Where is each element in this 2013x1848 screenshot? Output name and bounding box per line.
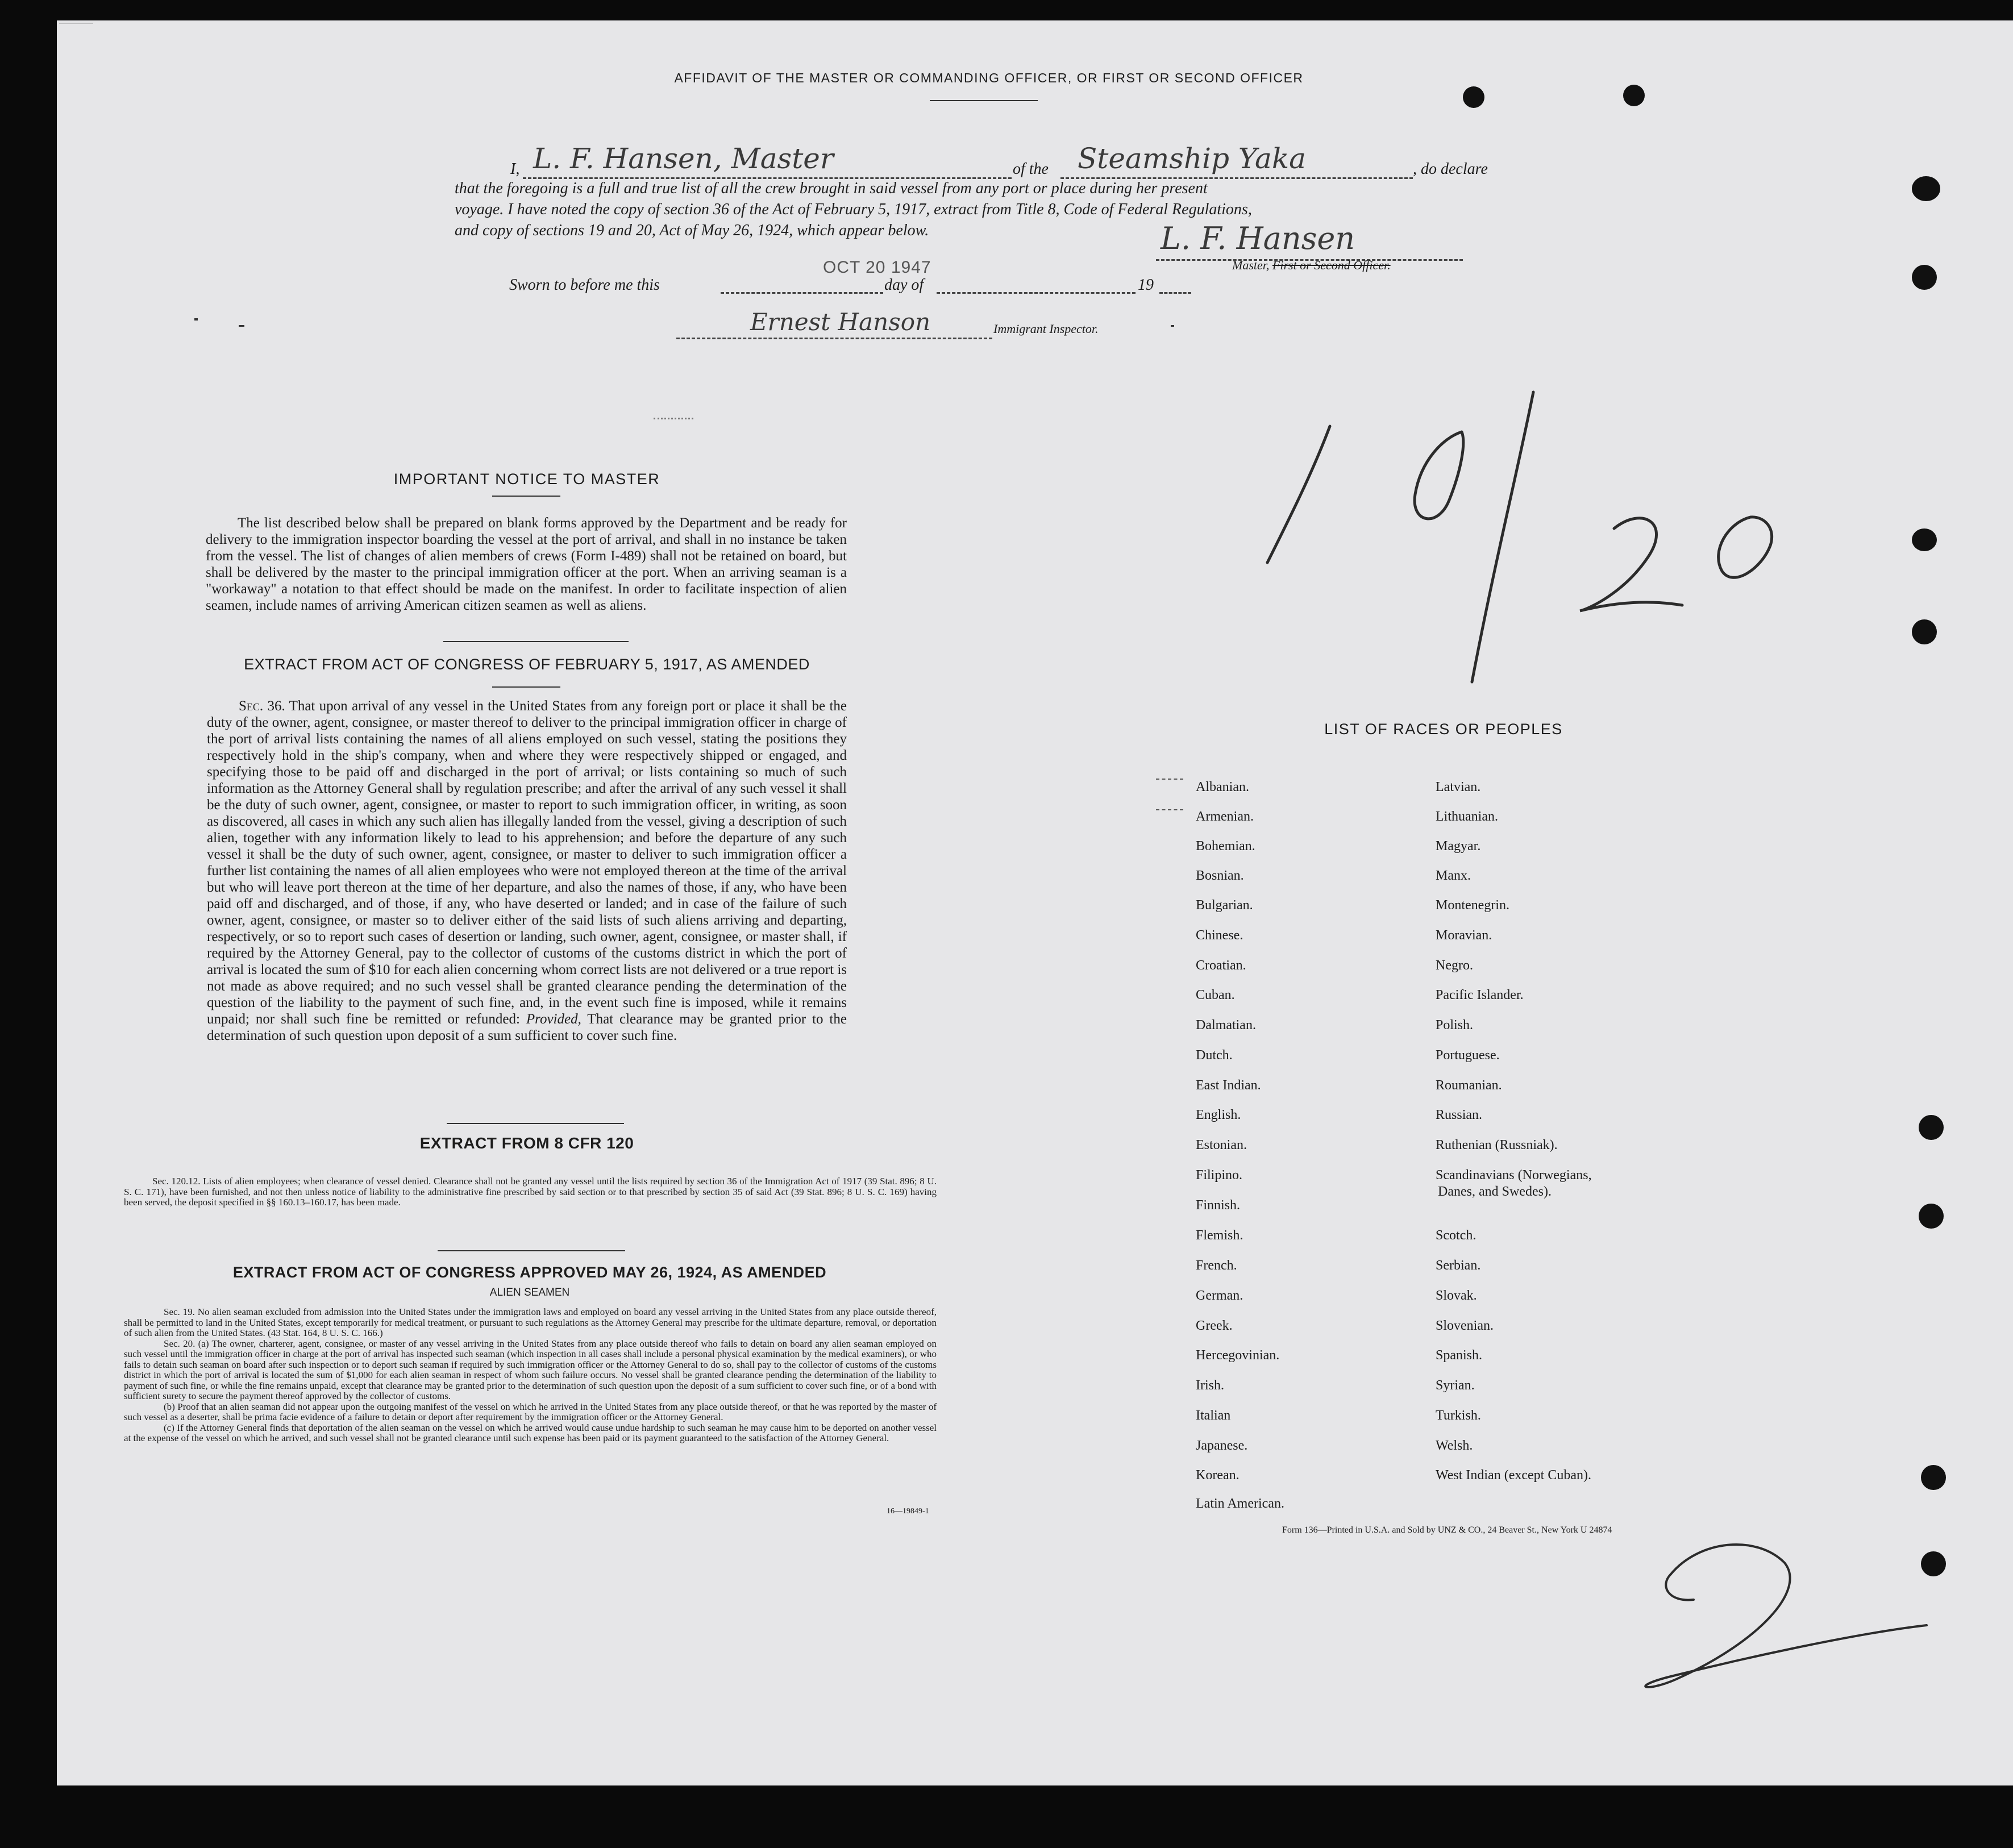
race-item-left: Albanian. (1196, 780, 1249, 794)
sec-19-text: Sec. 19. No alien seaman excluded from admission into the United States under the immigration laws and employed on board any vessel arriving in the United States from any place outside thereof, shall be permitted to land in the United States, except temporarily for medical treatment, or pursuant to such regulations as the Attorney General may prescribe for the ultimate departure, removal, or deportation of such alien from the United States. (43 Stat. 164, 8 U. S. C. 166.) (124, 1306, 937, 1338)
sec-36-text: That upon arrival of any vessel in the United States from any foreign port or place it shall be the duty of the owner, agent, consignee, or master thereof to deliver to the principal immigration officer in charge of the port of arrival lists containing the names of all aliens employed on such vessel, stating the positions they respectively hold in the ship's company, when and where they were respectively shipped or engaged, and specifying those to be paid off and discharged in the port of arrival; or lists containing so much of such information as the Attorney General shall by regulation prescribe; and after the arrival of any such vessel it shall be the duty of such owner, agent, consignee, or master to report to such immigration officer, in writing, as soon as discovered, all cases in which any such alien has illegally landed from the vessel, giving a description of such alien, together with any information likely to lead to his apprehension; and before the departure of any such vessel it shall be the duty of such owner, agent, consignee, or master to deliver to such immigration officer a further list containing the names of all alien employees who were not employed thereon at the time of the arrival but who will leave port thereon at the time of her departure, and also the names of those, if any, who have been paid off and discharged, and of those, if any, who have deserted or landed; and in case of the failure of such owner, agent, consignee, or master so to deliver either of the said lists of such aliens arriving and departing, respectively, or so to report such cases of desertion or landing, such owner, agent, consignee, or master shall, if required by the Attorney General, pay to the collector of customs of the customs district in which the port of arrival is located the sum of $10 for each alien concerning whom correct lists are not delivered or a true report is not made as above required; and no such vessel shall be granted clearance pending the determination of the question of the liability to the payment of such fine, and, in the event such fine is imposed, while it remains unpaid; nor shall such fine be remitted or refunded: (207, 698, 847, 1027)
vessel-name-handwriting: Steamship Yaka (1078, 142, 1306, 175)
race-item-right: Serbian. (1436, 1258, 1481, 1273)
extract-1917-heading-rule (492, 686, 560, 688)
affidavit-title: AFFIDAVIT OF THE MASTER OR COMMANDING OFFICER, OR FIRST OR SECOND OFFICER (674, 70, 1304, 85)
handwritten-date-stroke (1719, 517, 1772, 577)
year-label: 19 (1138, 276, 1154, 294)
race-item-left: French. (1196, 1258, 1237, 1273)
notice-heading: IMPORTANT NOTICE TO MASTER (393, 471, 660, 488)
race-item-right: Montenegrin. (1436, 898, 1509, 913)
race-item-left: Croatian. (1196, 958, 1246, 973)
notice-divider (443, 641, 629, 642)
sec-20c-text: (c) If the Attorney General finds that deportation of the alien seaman on the vessel on which he arrived would cause undue hardship to such seaman he may cause him to be deported on another vessel at the expense of the vessel on which he arrived, and such vessel shall not be granted clearance until such expense has been paid or its payment guaranteed to the satisfaction of the Attorney General. (124, 1422, 937, 1443)
punch-hole (1912, 619, 1937, 644)
extract-1917-heading: EXTRACT FROM ACT OF CONGRESS OF FEBRUARY 5, 1917, AS AMENDED (244, 656, 810, 673)
form-footer: Form 136—Printed in U.S.A. and Sold by UNZ & CO., 24 Beaver St., New York U 24874 (1282, 1525, 1612, 1535)
notice-heading-rule (492, 496, 560, 497)
races-heading: LIST OF RACES OR PEOPLES (1324, 721, 1563, 738)
declaration-line-1-text: that the foregoing is a full and true list of all the crew brought in said vessel from any port or place during her present (455, 180, 1208, 197)
punch-hole (1921, 1465, 1946, 1490)
race-item-left: Armenian. (1196, 809, 1254, 824)
handwritten-date-stroke (1267, 426, 1330, 563)
race-item-left: Bohemian. (1196, 839, 1255, 854)
handwritten-date-stroke (1580, 518, 1682, 611)
race-item-left: Japanese. (1196, 1438, 1248, 1453)
race-item-left: Greek. (1196, 1318, 1233, 1333)
race-item-right: Scandinavians (Norwegians, (1436, 1168, 1592, 1183)
sworn-month-field (937, 272, 1136, 294)
race-item-left: Dalmatian. (1196, 1018, 1256, 1033)
handwritten-page-number-svg (1614, 1529, 1932, 1699)
handwritten-date-stroke (1472, 392, 1533, 682)
stray-mark (239, 325, 244, 327)
punch-hole (1919, 1115, 1944, 1140)
master-signature-field (1156, 220, 1463, 261)
inspector-signature-field (676, 310, 992, 339)
race-item-right: Slovak. (1436, 1288, 1477, 1303)
race-item-left: English. (1196, 1108, 1241, 1122)
race-item-left: Chinese. (1196, 928, 1243, 943)
race-item-right: Welsh. (1436, 1438, 1473, 1453)
race-item-left: Irish. (1196, 1378, 1224, 1393)
punch-hole (1912, 528, 1937, 551)
sec-36-provided: Provided, (526, 1012, 581, 1027)
signature-caption (1232, 258, 1391, 273)
races-dash (1156, 809, 1183, 810)
stray-mark (654, 418, 693, 421)
extract-cfr-body: Sec. 120.12. Lists of alien employees; when clearance of vessel denied. Clearance shall not be granted any vessel until the lists required by section 36 of the Immigration Act of 1917 (39 Stat. 896; 8 U. S. C. 171), have been furnished, and not then unless notice of liability to the administrative fine prescribed by said section or to that prescribed by section 35 of said Act (39 Stat. 896; 8 U. S. C. 169) having been served, the deposit specified in §§ 160.13–160.17, has been made. (124, 1176, 937, 1208)
race-item-left: Italian (1196, 1408, 1231, 1423)
extract-1924-body (124, 1307, 937, 1444)
declaration-line-2-text: voyage. I have noted the copy of section 36 of the Act of February 5, 1917, extract from Title 8, Code of Federal Regulations, (455, 201, 1252, 218)
race-item-right: Ruthenian (Russniak). (1436, 1138, 1558, 1152)
race-item-left: Estonian. (1196, 1138, 1247, 1152)
master-name-handwriting: L. F. Hansen, Master (533, 142, 834, 175)
punch-hole (1623, 85, 1645, 106)
inspector-signature: Ernest Hanson (750, 308, 931, 336)
race-item-right: Manx. (1436, 868, 1471, 883)
race-item-right: Roumanian. (1436, 1078, 1502, 1093)
race-item-right: Moravian. (1436, 928, 1492, 943)
race-item-left: Bosnian. (1196, 868, 1244, 883)
race-item-left: German. (1196, 1288, 1243, 1303)
race-item-right: Syrian. (1436, 1378, 1475, 1393)
race-item-right: Magyar. (1436, 839, 1481, 854)
master-signature: L. F. Hansen (1161, 220, 1355, 256)
races-dash (1156, 779, 1183, 780)
race-item-left: Latin American. (1196, 1496, 1284, 1511)
of-the-label: of the (1013, 160, 1049, 178)
race-item-right: Portuguese. (1436, 1048, 1500, 1063)
race-item-right: Spanish. (1436, 1348, 1483, 1363)
sec-36-text-end: That clearance may be granted prior to the determination of such question upon deposit of a sum sufficient to cover such fine. (207, 1012, 847, 1043)
handwritten-date-svg (1250, 375, 1819, 693)
race-item-left: Dutch. (1196, 1048, 1233, 1063)
page-number-stroke (1645, 1545, 1927, 1687)
race-item-left: East Indian. (1196, 1078, 1261, 1093)
race-item-left: Flemish. (1196, 1228, 1243, 1243)
affidavit-i-label: I, (510, 160, 520, 178)
sworn-label: Sworn to before me this (509, 276, 660, 294)
race-item-right: Lithuanian. (1436, 809, 1498, 824)
race-item-right: Negro. (1436, 958, 1473, 973)
punch-hole (1912, 176, 1940, 201)
race-item-left: Cuban. (1196, 988, 1235, 1002)
race-item-left: Bulgarian. (1196, 898, 1253, 913)
race-item-right: Pacific Islander. (1436, 988, 1524, 1002)
inspector-caption: Immigrant Inspector. (993, 322, 1099, 336)
race-item-right: Slovenian. (1436, 1318, 1494, 1333)
sec-36-label: Sec. 36. (239, 698, 285, 714)
extract-1924-heading: EXTRACT FROM ACT OF CONGRESS APPROVED MAY 26, 1924, AS AMENDED (232, 1264, 827, 1281)
handwritten-date-value (1250, 375, 1251, 376)
race-item-right: Turkish. (1436, 1408, 1481, 1423)
alien-seamen-subheading: ALIEN SEAMEN (489, 1287, 570, 1298)
race-item-left: Finnish. (1196, 1198, 1241, 1213)
race-item-left: Korean. (1196, 1468, 1240, 1483)
punch-hole (1919, 1204, 1944, 1229)
punch-hole (1463, 86, 1484, 108)
print-code: 16—19849-1 (887, 1507, 929, 1516)
race-item-right: Danes, and Swedes). (1438, 1184, 1552, 1199)
race-item-left: Hercegovinian. (1196, 1348, 1280, 1363)
extract-cfr-heading: EXTRACT FROM 8 CFR 120 (419, 1134, 634, 1152)
do-declare-label: , do declare (1413, 160, 1488, 178)
date-stamp: OCT 20 1947 (823, 258, 931, 277)
race-item-left: Filipino. (1196, 1168, 1243, 1183)
affidavit-title-rule (930, 100, 1038, 101)
race-item-right: Russian. (1436, 1108, 1483, 1122)
extract-cfr-divider (438, 1250, 625, 1251)
race-item-right: Polish. (1436, 1018, 1474, 1033)
race-item-right: Latvian. (1436, 780, 1481, 794)
stray-mark (194, 318, 198, 321)
sec-20a-text: Sec. 20. (a) The owner, charterer, agent, consignee, or master of any vessel arriving in the United States from any place outside thereof who fails to detain on board any alien seaman employed on such vessel until the immigration officer in charge at the port of arrival has inspected such seaman (which inspection in all cases shall include a personal physical examination by the medical examiners), or who fails to detain such seaman on board after such inspection or to deport such seaman if required by such immigration officer or the Attorney General to do so, shall pay to the collector of customs of the customs district in which the port of arrival is located the sum of $1,000 for each alien seaman in respect of whom such failure occurs. No vessel shall be granted clearance pending the determination of the liability to payment of such fine, or while the fine remains unpaid, except that clearance may be granted prior to the determination of such question upon the deposit of a sum sufficient to cover such fine, or of a bond with sufficient surety to secure the payment thereof approved by the collector of customs. (124, 1338, 937, 1401)
sworn-year-field (1159, 272, 1191, 294)
extract-1917-body (207, 698, 847, 1044)
corner-mark (59, 23, 93, 34)
punch-hole (1912, 265, 1937, 290)
signature-caption-master: Master, (1232, 258, 1272, 272)
extract-1917-divider (447, 1123, 624, 1124)
day-of-label: day of (884, 276, 924, 294)
race-item-right: West Indian (except Cuban). (1436, 1468, 1591, 1483)
page-number-stroke (1666, 1574, 1694, 1600)
handwritten-date-stroke (1415, 432, 1463, 519)
notice-body: The list described below shall be prepared on blank forms approved by the Department and be ready for delivery to the immigration inspector boarding the vessel at the port of arrival, and shall in no instance be taken from the vessel. The list of changes of alien members of crews (Form I-489) shall not be retained on board, but shall be delivered by the master to the principal immigration officer at the port. When an arriving seaman is a "workaway" a notation to that effect should be made on the manifest. In order to facilitate inspection of alien seamen, include names of arriving American citizen seamen as well as aliens. (206, 515, 847, 613)
signature-caption-struck: First or Second Officer. (1272, 258, 1391, 272)
stray-mark (1171, 325, 1174, 327)
declaration-line-3-text: and copy of sections 19 and 20, Act of May 26, 1924, which appear below. (455, 222, 929, 239)
race-item-right: Scotch. (1436, 1228, 1477, 1243)
sec-20b-text: (b) Proof that an alien seaman did not appear upon the outgoing manifest of the vessel on which he arrived in the United States from any place outside thereof, or that he was reported by the master of such vessel as a deserter, shall be prima facie evidence of a failure to detain or deport after requirement by the immigration officer or the Attorney General. (124, 1401, 937, 1422)
